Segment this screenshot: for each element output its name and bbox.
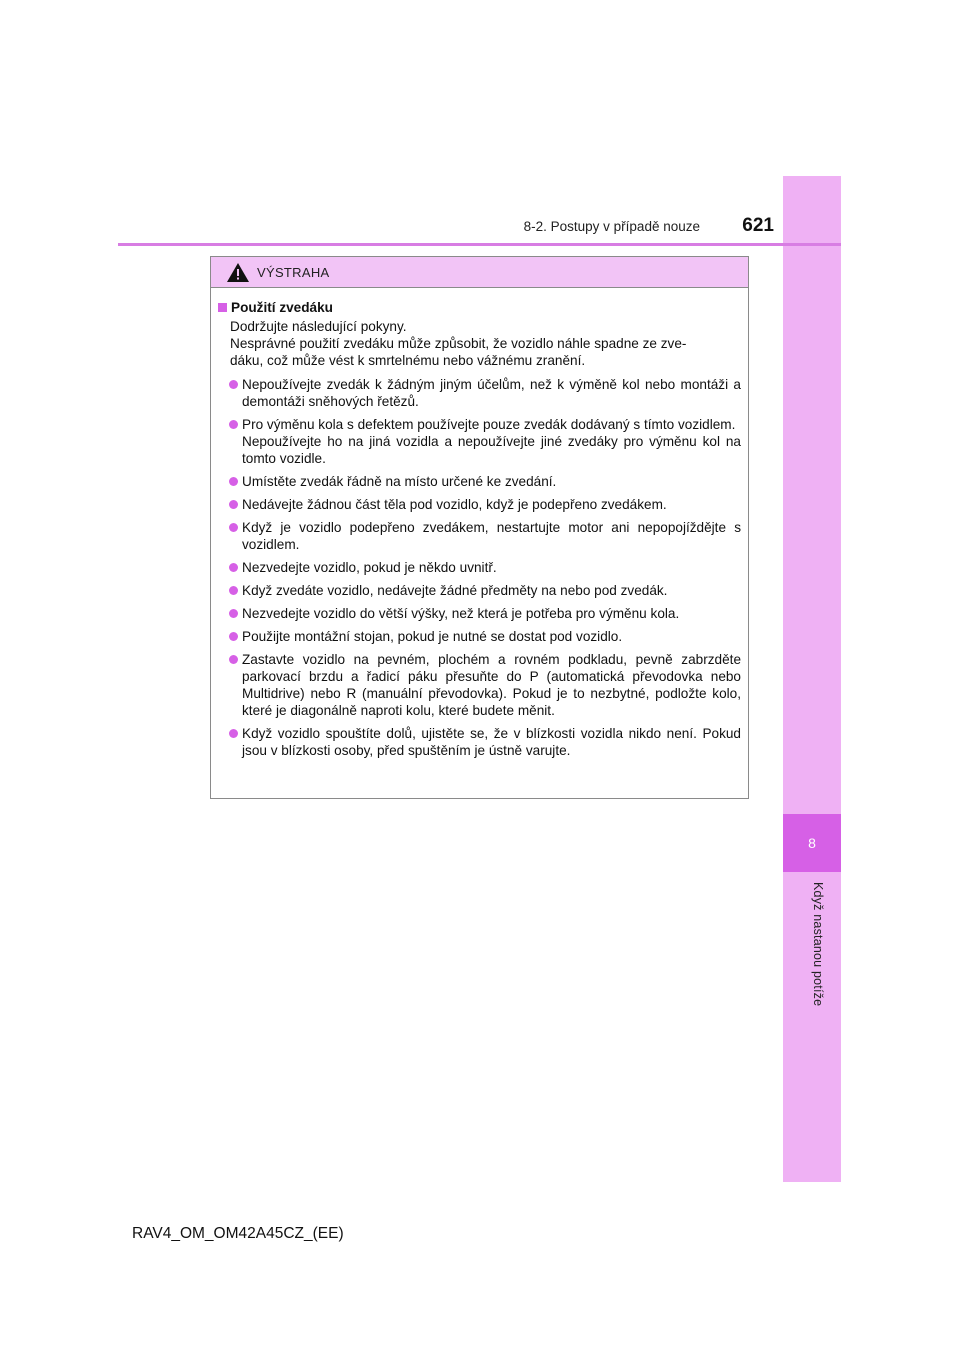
bullet-paragraph: Nezvedejte vozidlo do větší výšky, než která je potřeba pro výměnu kola. bbox=[242, 606, 680, 621]
bullet-dot-icon bbox=[229, 609, 238, 618]
bullet-paragraph: Nepoužívejte zvedák k žádným jiným účelům, než k výměně kol nebo montáži a demontáži sněhových řetězů. bbox=[242, 377, 741, 409]
warning-bullet bbox=[218, 605, 741, 622]
warning-bullet bbox=[218, 628, 741, 645]
bullet-paragraph: Nezvedejte vozidlo, pokud je někdo uvnitř. bbox=[242, 560, 497, 575]
bullet-text bbox=[242, 559, 741, 576]
bullet-text bbox=[242, 605, 741, 622]
document-code: RAV4_OM_OM42A45CZ_(EE) bbox=[132, 1225, 344, 1242]
bullet-paragraph: Pro výměnu kola s defektem používejte pouze zvedák dodávaný s tímto vozidlem. bbox=[242, 417, 736, 432]
page-number: 621 bbox=[742, 215, 774, 236]
bullet-paragraph: Umístěte zvedák řádně na místo určené ke zvedání. bbox=[242, 474, 557, 489]
bullet-paragraph: Použijte montážní stojan, pokud je nutné se dostat pod vozidlo. bbox=[242, 629, 623, 644]
bullet-paragraph: Zastavte vozidlo na pevném, plochém a rovném podkladu, pevně zabrzděte parkovací brzdu a řadicí páku přesuňte do P (automatická převodovka nebo Multidrive) nebo R (manuální převodovka). Pokud je to nezbytné, podložte kolo, které je diagonálně naproti kolu, které budete měnit. bbox=[242, 652, 741, 718]
warning-bullet bbox=[218, 416, 741, 467]
bullet-text bbox=[242, 376, 741, 410]
warning-header bbox=[211, 257, 748, 288]
section-title: 8-2. Postupy v případě nouze bbox=[523, 219, 700, 234]
warning-bullet bbox=[218, 651, 741, 719]
warning-bullet bbox=[218, 519, 741, 553]
intro-line: dáku, což může vést k smrtelnému nebo vážnému zranění. bbox=[230, 353, 586, 368]
bullet-text bbox=[242, 473, 741, 490]
intro-line: Nesprávné použití zvedáku může způsobit, že vozidlo náhle spadne ze zve- bbox=[230, 336, 687, 351]
chapter-number-tab[interactable]: 8 bbox=[783, 814, 841, 872]
square-bullet-icon bbox=[218, 303, 227, 312]
bullet-text bbox=[242, 496, 741, 513]
chapter-title-text: Když nastanou potíže bbox=[811, 882, 825, 1007]
bullet-paragraph: Když je vozidlo podepřeno zvedákem, nestartujte motor ani nepopojíždějte s vozidlem. bbox=[242, 520, 741, 552]
warning-bullet bbox=[218, 725, 741, 759]
bullet-dot-icon bbox=[229, 729, 238, 738]
bullet-text bbox=[242, 725, 741, 759]
bullet-paragraph: Nedávejte žádnou část těla pod vozidlo, když je podepřeno zvedákem. bbox=[242, 497, 667, 512]
bullet-text bbox=[242, 519, 741, 553]
chapter-title-vertical bbox=[799, 882, 825, 1042]
warning-bullet bbox=[218, 559, 741, 576]
header-divider bbox=[118, 243, 841, 246]
warning-triangle-icon bbox=[227, 263, 249, 282]
bullet-text bbox=[242, 628, 741, 645]
bullet-dot-icon bbox=[229, 477, 238, 486]
warning-section-heading bbox=[218, 299, 741, 316]
warning-intro bbox=[218, 318, 741, 369]
bullet-text bbox=[242, 651, 741, 719]
warning-body bbox=[211, 288, 748, 759]
warning-title: VÝSTRAHA bbox=[257, 264, 330, 280]
bullet-paragraph: Nepoužívejte ho na jiná vozidla a nepoužívejte jiné zvedáky pro výměnu kol na tomto vozidle. bbox=[242, 434, 741, 466]
bullet-text bbox=[242, 416, 741, 467]
bullet-dot-icon bbox=[229, 380, 238, 389]
warning-bullet bbox=[218, 376, 741, 410]
intro-line: Dodržujte následující pokyny. bbox=[230, 319, 407, 334]
bullet-paragraph: Když zvedáte vozidlo, nedávejte žádné předměty na nebo pod zvedák. bbox=[242, 583, 668, 598]
bullet-text bbox=[242, 582, 741, 599]
warning-bullet bbox=[218, 473, 741, 490]
bullet-dot-icon bbox=[229, 420, 238, 429]
bullet-dot-icon bbox=[229, 632, 238, 641]
bullet-dot-icon bbox=[229, 586, 238, 595]
warning-box bbox=[210, 256, 749, 799]
bullet-dot-icon bbox=[229, 655, 238, 664]
warning-section-title: Použití zvedáku bbox=[231, 300, 333, 315]
warning-bullet bbox=[218, 496, 741, 513]
bullet-paragraph: Když vozidlo spouštíte dolů, ujistěte se, že v blízkosti vozidla nikdo není. Pokud jsou v blízkosti osoby, před spuštěním je ústně varujte. bbox=[242, 726, 741, 758]
bullet-dot-icon bbox=[229, 563, 238, 572]
bullet-dot-icon bbox=[229, 523, 238, 532]
warning-bullet bbox=[218, 582, 741, 599]
bullet-dot-icon bbox=[229, 500, 238, 509]
